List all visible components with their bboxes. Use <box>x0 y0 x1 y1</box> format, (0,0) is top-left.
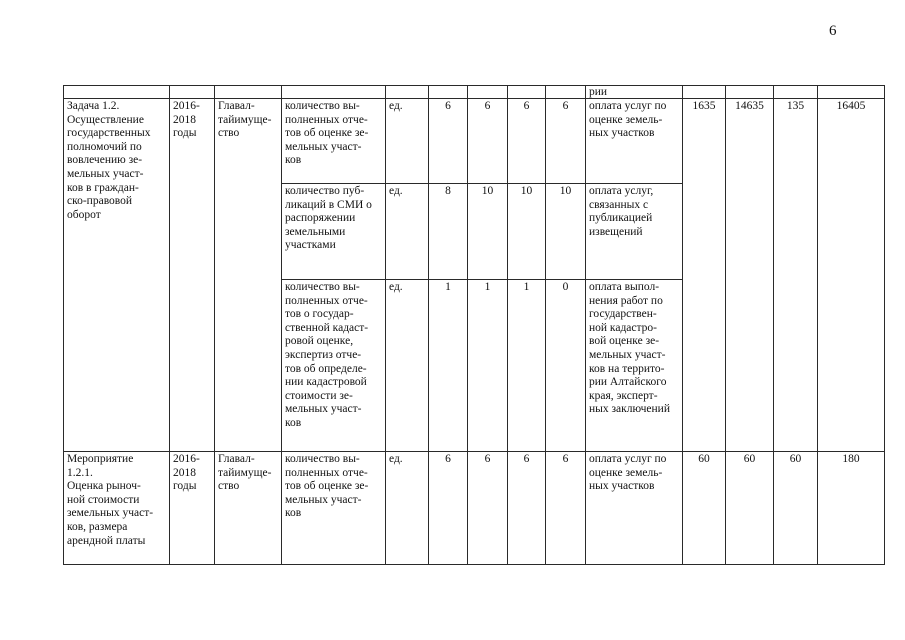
indicator-name-cell: количество вы- полненных отче- тов о государ- ственной кадаст- ровой оценке, экспертиз отче- тов об определе- нии кадастровой стоимости зе- мельных участ- ков <box>282 280 386 452</box>
cost-cell: 1635 <box>683 99 726 452</box>
action-cell: оплата услуг, связанных с публикацией извещений <box>586 184 683 280</box>
value-cell: 6 <box>429 99 468 184</box>
unit-cell: ед. <box>386 99 429 184</box>
table-cell <box>468 86 508 99</box>
task-cell: Мероприятие 1.2.1. Оценка рыноч- ной стоимости земельных участ- ков, размера арендной платы <box>64 452 170 565</box>
table-cell <box>818 86 885 99</box>
unit-cell: ед. <box>386 280 429 452</box>
continuation-cell: рии <box>586 86 683 99</box>
value-cell: 10 <box>546 184 586 280</box>
indicator-name-cell: количество вы- полненных отче- тов об оценке зе- мельных участ- ков <box>282 452 386 565</box>
value-cell: 6 <box>429 452 468 565</box>
value-cell: 6 <box>546 99 586 184</box>
period-cell: 2016- 2018 годы <box>170 452 215 565</box>
table-cell <box>546 86 586 99</box>
value-cell: 1 <box>468 280 508 452</box>
value-cell: 6 <box>508 452 546 565</box>
value-cell: 8 <box>429 184 468 280</box>
period-cell: 2016- 2018 годы <box>170 99 215 452</box>
table-cell <box>215 86 282 99</box>
action-cell: оплата услуг по оценке земель- ных участков <box>586 99 683 184</box>
page-number: 6 <box>829 23 837 39</box>
indicator-name-cell: количество пуб- ликаций в СМИ о распоряжении земельными участками <box>282 184 386 280</box>
table-cell <box>282 86 386 99</box>
action-cell: оплата выпол- нения работ по государствен- ной кадастро- вой оценке зе- мельных участ- ков на террито- рии Алтайского края, эксперт- ных заключений <box>586 280 683 452</box>
table-cell <box>429 86 468 99</box>
cost-cell: 60 <box>774 452 818 565</box>
program-table <box>63 85 885 565</box>
value-cell: 1 <box>429 280 468 452</box>
cost-total-cell: 16405 <box>818 99 885 452</box>
table-cell <box>774 86 818 99</box>
value-cell: 10 <box>508 184 546 280</box>
table-cell <box>726 86 774 99</box>
cost-total-cell: 180 <box>818 452 885 565</box>
executor-cell: Главал- тайимуще- ство <box>215 452 282 565</box>
continuation-row <box>64 86 885 99</box>
cost-cell: 60 <box>726 452 774 565</box>
unit-cell: ед. <box>386 184 429 280</box>
value-cell: 6 <box>468 452 508 565</box>
indicator-name-cell: количество вы- полненных отче- тов об оценке зе- мельных участ- ков <box>282 99 386 184</box>
table-cell <box>64 86 170 99</box>
value-cell: 6 <box>468 99 508 184</box>
value-cell: 6 <box>508 99 546 184</box>
value-cell: 10 <box>468 184 508 280</box>
unit-cell: ед. <box>386 452 429 565</box>
table-row <box>64 452 885 565</box>
cost-cell: 60 <box>683 452 726 565</box>
table-cell <box>170 86 215 99</box>
value-cell: 1 <box>508 280 546 452</box>
table-cell <box>683 86 726 99</box>
value-cell: 0 <box>546 280 586 452</box>
table-cell <box>386 86 429 99</box>
table-row <box>64 99 885 184</box>
task-cell: Задача 1.2. Осуществление государственных полномочий по вовлечению зе- мельных участ- ков в граждан- ско-правовой оборот <box>64 99 170 452</box>
action-cell: оплата услуг по оценке земель- ных участков <box>586 452 683 565</box>
value-cell: 6 <box>546 452 586 565</box>
cost-cell: 135 <box>774 99 818 452</box>
cost-cell: 14635 <box>726 99 774 452</box>
executor-cell: Главал- тайимуще- ство <box>215 99 282 452</box>
table-cell <box>508 86 546 99</box>
